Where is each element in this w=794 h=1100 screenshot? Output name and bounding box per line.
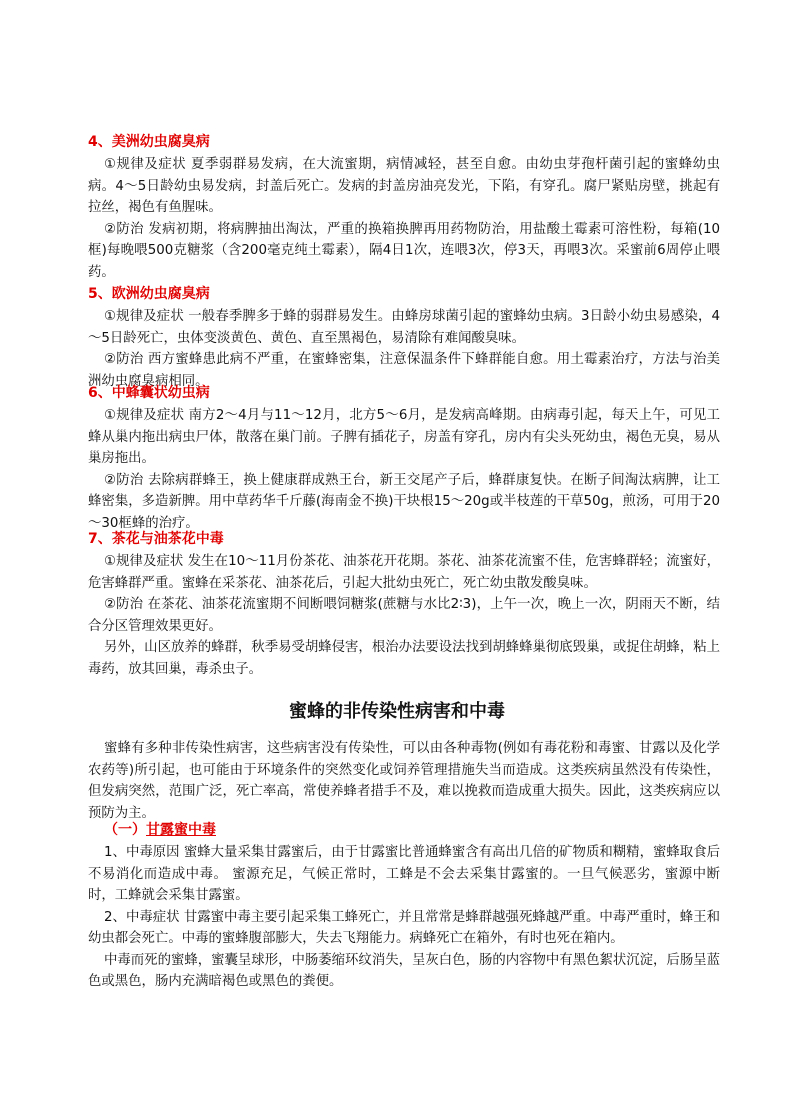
section-european-foulbrood (88, 282, 720, 392)
intro-paragraph: 蜜蜂有多种非传染性病害，这些病害没有传染性，可以由各种毒物(例如有毒花粉和毒蜜、甘露以及化学农药等)所引起，也可能由于环境条件的突然变化或饲养管理措施失当而造成。这类疾病虽然没有传染性，但发病突然，范围广泛，死亡率高，常使养蜂者措手不及，难以挽救而造成重大损失。因此，这类疾病应以预防为主。 (88, 741, 720, 821)
paragraph: 2、中毒症状 甘露蜜中毒主要引起采集工蜂死亡，并且常常是蜂群越强死蜂越严重。中毒严重时，蜂王和幼虫都会死亡。中毒的蜜蜂腹部膨大，失去飞翔能力。病蜂死亡在箱外，有时也死在箱内。 (88, 909, 720, 946)
paragraph: ①规律及症状 夏季弱群易发病，在大流蜜期，病情减轻，甚至自愈。由幼虫芽孢杆菌引起的蜜蜂幼虫病。4～5日龄幼虫易发病，封盖后死亡。发病的封盖房油亮发光，下陷，有穿孔。腐尸紧贴房壁，挑起有拉丝，褐色有鱼腥味。 (88, 157, 720, 215)
section-heading: 5、欧洲幼虫腐臭病 (88, 286, 210, 302)
paragraph: ②防治 发病初期，将病脾抽出淘汰，严重的换箱换脾再用药物防治，用盐酸土霉素可溶性粉，每箱(10框)每晚喂500克糖浆（含200毫克纯土霉素），隔4日1次，连喂3次，停3天，再喂3次。采蜜前6周停止喂药。 (88, 221, 720, 280)
subsection-heading (88, 818, 720, 842)
intro-section (88, 738, 720, 824)
paragraph: ①规律及症状 一般春季脾多于蜂的弱群易发生。由蜂房球菌引起的蜜蜂幼虫病。3日龄小幼虫易感染，4～5日龄死亡，虫体变淡黄色、黄色、直至黑褐色，易清除有难闻酸臭味。 (88, 309, 720, 346)
paragraph: ②防治 西方蜜蜂患此病不严重，在蜜蜂密集，注意保温条件下蜂群能自愈。用土霉素治疗，方法与治美洲幼虫腐臭病相同。 (88, 352, 720, 389)
section-heading: 6、中蜂囊状幼虫病 (88, 385, 210, 401)
subsection-honeydew-poisoning (88, 818, 720, 993)
section-heading: 4、美洲幼虫腐臭病 (88, 134, 210, 150)
paragraph: 中毒而死的蜜蜂，蜜囊呈球形，中肠萎缩环纹消失，呈灰白色，肠的内容物中有黑色絮状沉淀，后肠呈蓝色或黑色，肠内充满暗褐色或黑色的粪便。 (88, 952, 720, 989)
paragraph: ①规律及症状 南方2～4月与11～12月，北方5～6月，是发病高峰期。由病毒引起，每天上午，可见工蜂从巢内拖出病虫尸体，散落在巢门前。子脾有插花子，房盖有穿孔，房内有尖头死幼虫，褐色无臭，易从巢房拖出。 (88, 408, 720, 466)
section-american-foulbrood (88, 130, 720, 283)
paragraph: ②防治 去除病群蜂王，换上健康群成熟王台，新王交尾产子后，蜂群康复快。在断子间淘汰病脾，让工蜂密集，多造新脾。用中草药华千斤藤(海南金不换)干块根15～20g或半枝莲的干草50g，煎汤，可用于20～30框蜂的治疗。 (88, 472, 720, 531)
paragraph: 另外，山区放养的蜂群，秋季易受胡蜂侵害，根治办法要设法找到胡蜂蜂巢彻底毁巢，或捉住胡蜂，粘上毒药，放其回巢，毒杀虫子。 (88, 640, 720, 677)
paragraph: 1、中毒原因 蜜蜂大量采集甘露蜜后，由于甘露蜜比普通蜂蜜含有高出几倍的矿物质和糊精，蜜蜂取食后不易消化而造成中毒。 蜜源充足，气候正常时，工蜂是不会去采集甘露蜜的。一旦气候恶劣，蜜源中断时，工蜂就会采集甘露蜜。 (88, 845, 720, 903)
section-sacbrood (88, 381, 720, 534)
section-heading: 7、茶花与油茶花中毒 (88, 531, 224, 547)
subsection-title: 甘露蜜中毒 (146, 822, 216, 838)
paragraph: ①规律及症状 发生在10～11月份茶花、油茶花开花期。茶花、油茶花流蜜不佳，危害蜂群轻；流蜜好，危害蜂群严重。蜜蜂在采茶花、油茶花后，引起大批幼虫死亡，死亡幼虫散发酸臭味。 (88, 554, 720, 591)
page-title: 蜜蜂的非传染性病害和中毒 (289, 701, 505, 722)
paragraph: ②防治 在茶花、油茶花流蜜期不间断喂饲糖浆(蔗糖与水比2∶3)，上午一次，晚上一次，阴雨天不断，结合分区管理效果更好。 (88, 597, 720, 634)
subsection-prefix: （一） (104, 822, 146, 838)
section-tea-flower-poisoning (88, 527, 720, 680)
